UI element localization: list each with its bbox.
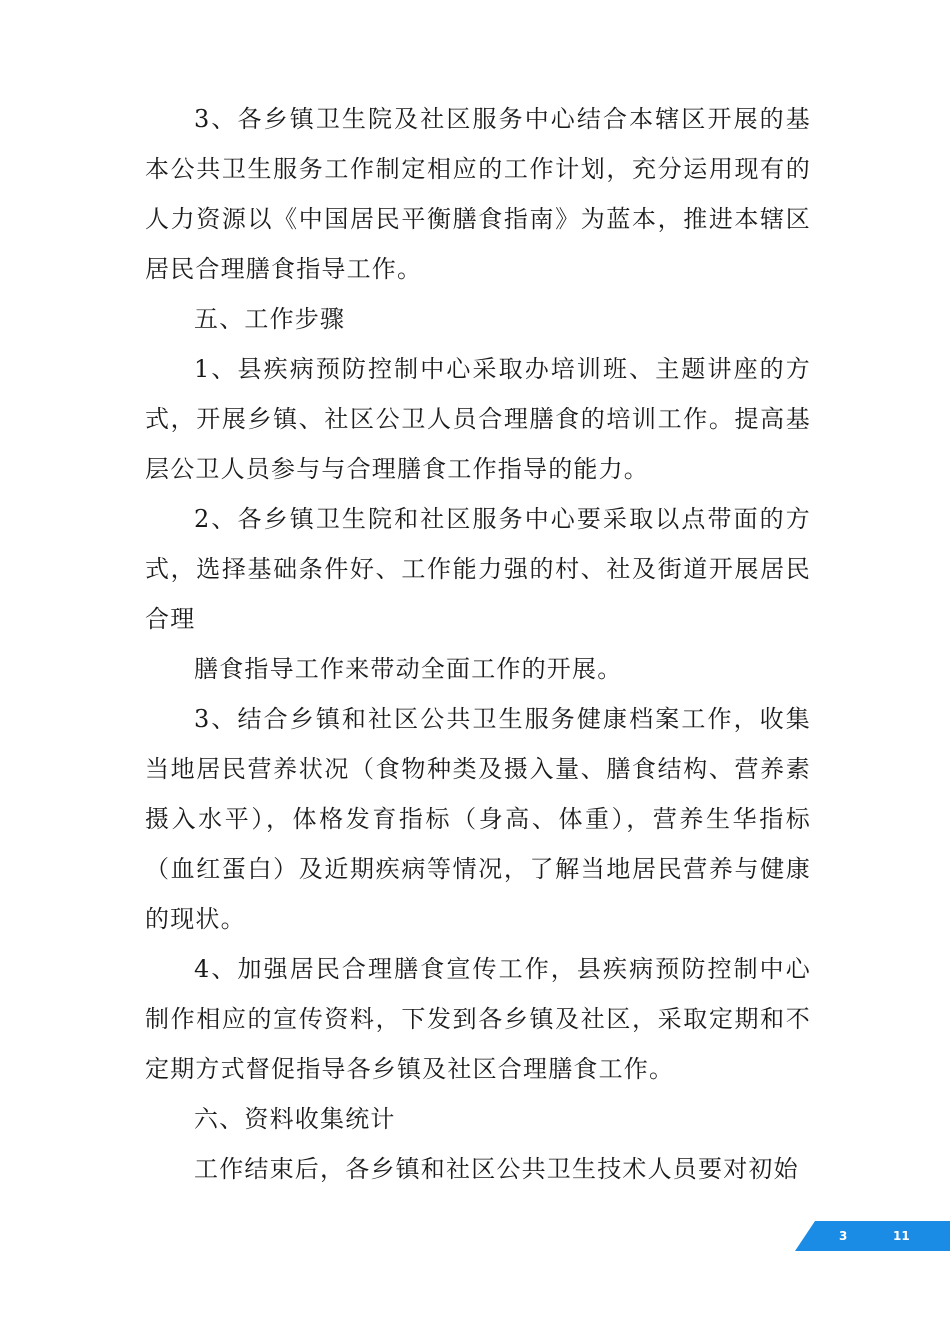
footer-banner [795,1221,950,1251]
paragraph: 2、各乡镇卫生院和社区服务中心要采取以点带面的方式，选择基础条件好、工作能力强的村、社及街道开展居民合理 [145,505,811,633]
paragraph: 3、结合乡镇和社区公共卫生服务健康档案工作，收集当地居民营养状况（食物种类及摄入量、膳食结构、营养素摄入水平），体格发育指标（身高、体重），营养生华指标（血红蛋白）及近期疾病等情况，了解当地居民营养与健康的现状。 [145,705,811,933]
paragraph: 4、加强居民合理膳食宣传工作，县疾病预防控制中心制作相应的宣传资料，下发到各乡镇及社区，采取定期和不定期方式督促指导各乡镇及社区合理膳食工作。 [145,955,811,1083]
paragraph: 3、各乡镇卫生院及社区服务中心结合本辖区开展的基本公共卫生服务工作制定相应的工作计划，充分运用现有的人力资源以《中国居民平衡膳食指南》为蓝本，推进本辖区居民合理膳食指导工作。 [145,105,811,283]
section-heading: 五、工作步骤 [194,305,346,333]
paragraph: 1、县疾病预防控制中心采取办培训班、主题讲座的方式，开展乡镇、社区公卫人员合理膳食的培训工作。提高基层公卫人员参与与合理膳食工作指导的能力。 [145,355,811,483]
page-footer [795,1221,950,1251]
section-heading: 六、资料收集统计 [194,1105,396,1133]
document-body [145,94,811,1194]
page-number: 3 [839,1229,848,1243]
page-total: 11 [893,1229,910,1243]
paragraph: 膳食指导工作来带动全面工作的开展。 [194,655,623,683]
paragraph: 工作结束后，各乡镇和社区公共卫生技术人员要对初始 [194,1155,799,1183]
